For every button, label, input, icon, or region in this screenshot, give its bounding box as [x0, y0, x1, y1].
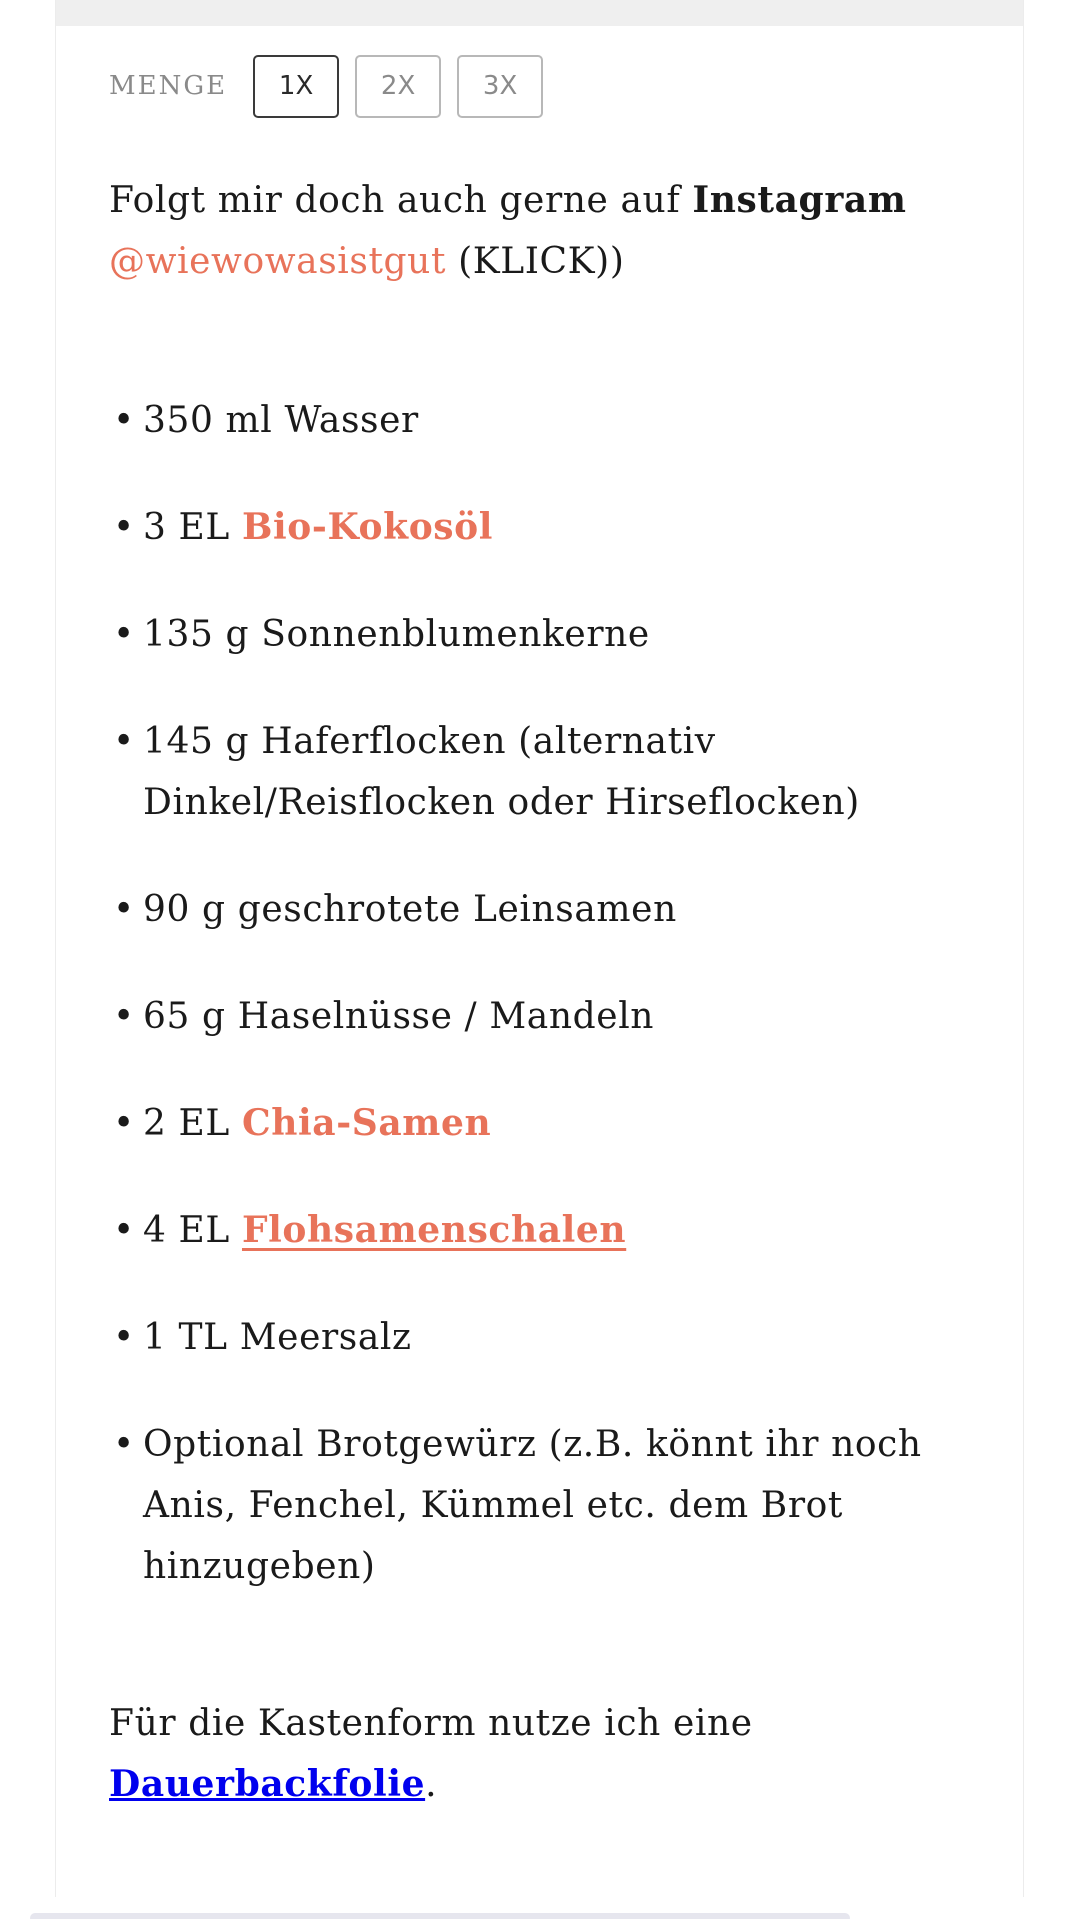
servings-label: MENGE — [109, 71, 228, 101]
instagram-click-text: (KLICK)) — [446, 241, 625, 282]
bullet-icon: • — [113, 996, 135, 1037]
bullet-icon: • — [113, 614, 135, 655]
ingredient-text: Optional Brotgewürz (z.B. könnt ihr noch Anis, Fenchel, Kümmel etc. dem Brot hinzugeben) — [143, 1424, 922, 1587]
ingredient-link-bio-kokosoel[interactable]: Bio-Kokosöl — [241, 506, 494, 548]
instagram-note — [109, 170, 989, 292]
bullet-icon: • — [113, 889, 135, 930]
recipe-card — [55, 0, 1024, 1897]
browser-bottom-bar — [30, 1913, 850, 1919]
card-top-divider — [56, 0, 1023, 26]
ingredient-link-chia-samen[interactable]: Chia-Samen — [241, 1102, 492, 1144]
ingredient-text: 145 g Haferflocken (alternativ Dinkel/Reisflocken oder Hirseflocken) — [143, 721, 860, 823]
ingredient-text: 135 g Sonnenblumenkerne — [143, 614, 650, 655]
baking-foil-note-text: Für die Kastenform nutze ich eine — [109, 1703, 753, 1744]
ingredient-item — [109, 604, 989, 665]
ingredient-amount: 3 EL — [143, 507, 242, 548]
servings-3x-button[interactable]: 3X — [457, 55, 543, 118]
ingredient-text: 1 TL Meersalz — [143, 1317, 412, 1358]
instagram-note-text: Folgt mir doch auch gerne auf — [109, 180, 693, 221]
servings-1x-button[interactable]: 1X — [253, 55, 339, 118]
bullet-icon: • — [113, 507, 135, 548]
ingredient-text: 65 g Haselnüsse / Mandeln — [143, 996, 655, 1037]
ingredient-text: 350 ml Wasser — [143, 400, 419, 441]
ingredient-item — [109, 1414, 989, 1597]
ingredient-link-flohsamenschalen[interactable]: Flohsamenschalen — [241, 1209, 627, 1251]
ingredient-item — [109, 1307, 989, 1368]
instagram-handle-link[interactable]: @wiewowasistgut — [109, 241, 447, 282]
ingredient-list — [109, 390, 989, 1643]
baking-foil-link[interactable]: Dauerbackfolie — [109, 1763, 426, 1805]
ingredient-item — [109, 986, 989, 1047]
bullet-icon: • — [113, 1210, 135, 1251]
baking-foil-note — [109, 1693, 989, 1815]
instagram-label: Instagram — [692, 179, 907, 221]
bullet-icon: • — [113, 1103, 135, 1144]
bullet-icon: • — [113, 1317, 135, 1358]
bullet-icon: • — [113, 721, 135, 762]
ingredient-item — [109, 711, 989, 833]
ingredient-item — [109, 1200, 989, 1261]
ingredient-item — [109, 879, 989, 940]
ingredient-text: 90 g geschrotete Leinsamen — [143, 889, 677, 930]
ingredient-item — [109, 497, 989, 558]
ingredient-item — [109, 390, 989, 451]
baking-foil-note-period: . — [425, 1764, 438, 1805]
ingredient-amount: 4 EL — [143, 1210, 242, 1251]
servings-2x-button[interactable]: 2X — [355, 55, 441, 118]
ingredient-amount: 2 EL — [143, 1103, 242, 1144]
servings-selector — [109, 53, 559, 119]
bullet-icon: • — [113, 400, 135, 441]
bullet-icon: • — [113, 1424, 135, 1465]
ingredient-item — [109, 1093, 989, 1154]
